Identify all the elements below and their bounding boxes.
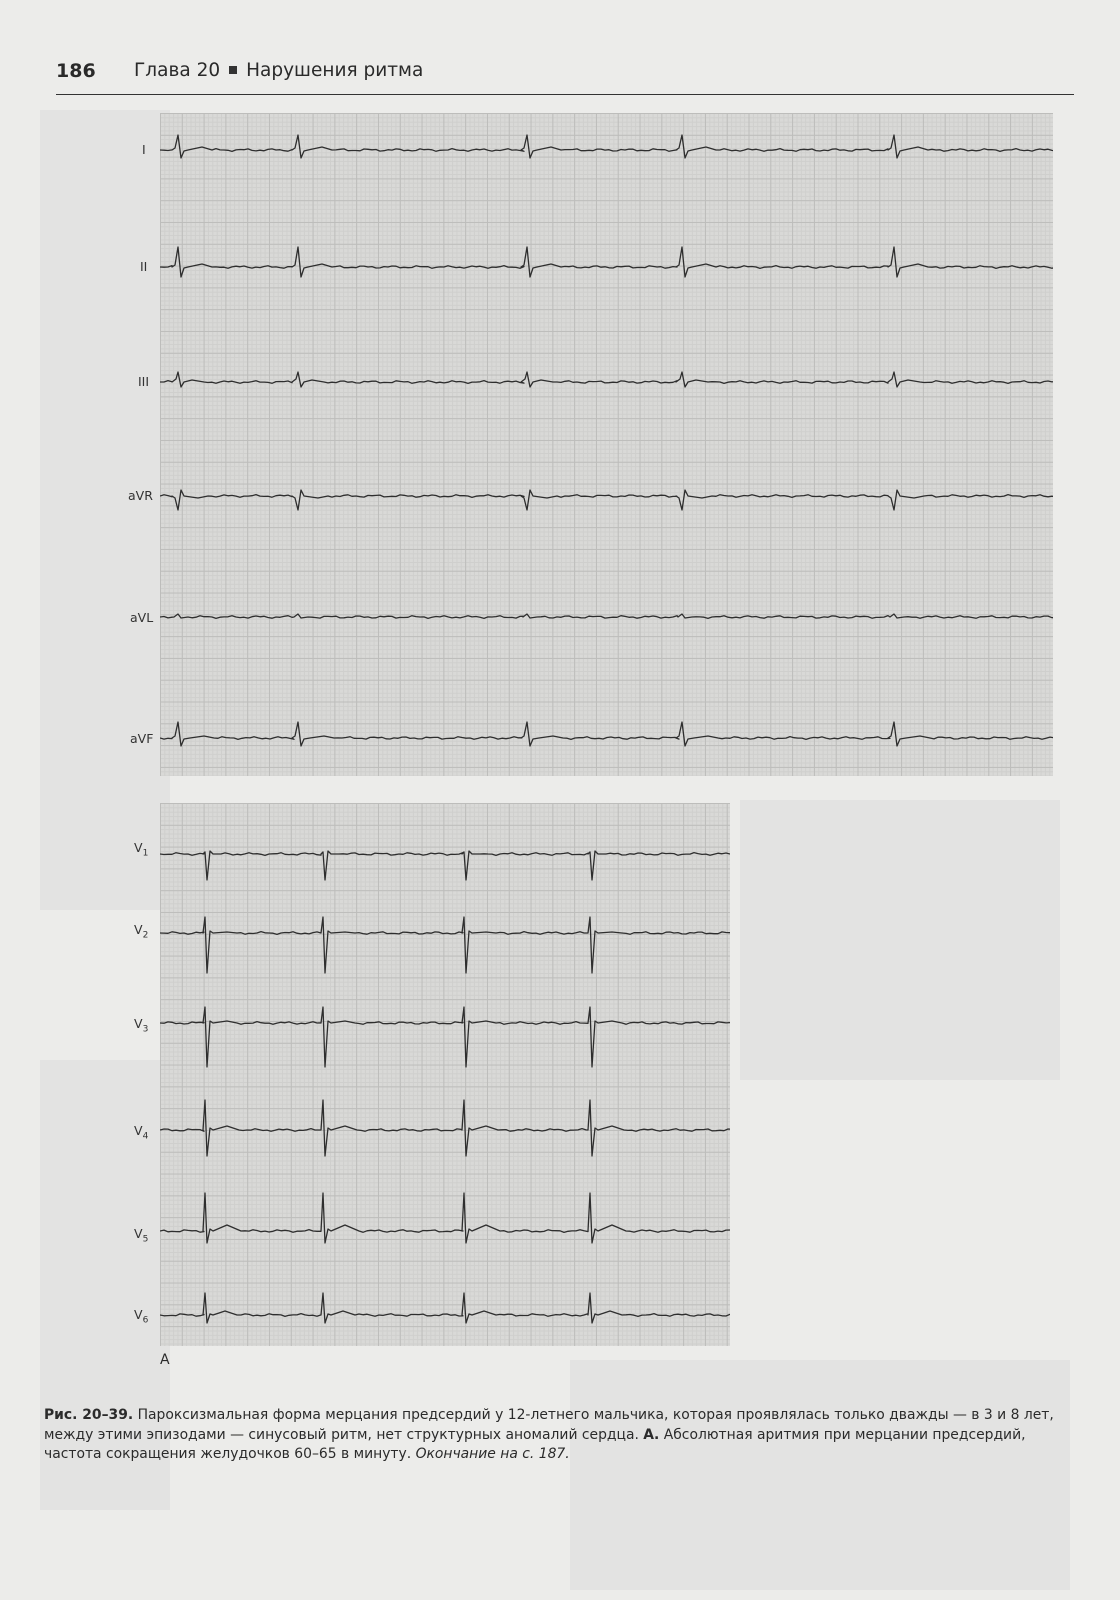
figure-number: Рис. 20–39. [44, 1407, 134, 1423]
trace-lead-I [160, 135, 1053, 158]
lead-label-V3: $V_3$ [134, 1016, 149, 1035]
lead-label-V1: $V_1$ [134, 840, 149, 859]
lead-label-I: I [142, 142, 146, 157]
bleed-through-text [570, 1360, 1070, 1590]
caption-continuation: Окончание на с. 187. [415, 1446, 570, 1462]
chapter-label: Глава 20 [134, 60, 221, 81]
trace-lead-II [160, 247, 1053, 277]
caption-text: Пароксизмальная форма мерцания предсердий у 12-летнего мальчика, которая проявлялась только дважды — в 3 и 8 лет, между этими эпизодами — синусовый ритм, нет структурных аномалий сердца. [44, 1407, 1054, 1443]
square-bullet-icon [229, 66, 237, 74]
lead-label-V4: $V_4$ [134, 1123, 149, 1142]
trace-lead-V3 [160, 1007, 730, 1067]
lead-label-V6: $V_6$ [134, 1307, 149, 1326]
page-number: 186 [56, 60, 96, 82]
ecg-limb-traces [160, 113, 1053, 776]
lead-label-V2: $V_2$ [134, 922, 149, 941]
lead-label-aVR: aVR [128, 488, 153, 503]
lead-label-aVF: aVF [130, 731, 154, 746]
lead-label-III: III [138, 374, 150, 389]
trace-lead-V2 [160, 917, 730, 973]
figure-caption [44, 1406, 1074, 1465]
trace-lead-V1 [160, 851, 730, 880]
chapter-title: Нарушения ритма [246, 60, 424, 81]
trace-lead-V6 [160, 1293, 730, 1323]
ecg-chest-traces [160, 803, 730, 1346]
trace-lead-aVF [160, 722, 1053, 746]
trace-lead-V4 [160, 1100, 730, 1156]
running-title [134, 60, 423, 81]
caption-text-panel: Абсолютная аритмия при мерцании предсердий, частота сокращения желудочков 60–65 в минуту. [44, 1426, 1026, 1462]
bleed-through-text [740, 800, 1060, 1080]
trace-lead-aVR [160, 490, 1053, 510]
trace-lead-III [160, 372, 1053, 387]
caption-panel-label: А. [643, 1426, 660, 1443]
lead-label-aVL: aVL [130, 610, 154, 625]
panel-label: A [160, 1352, 170, 1368]
trace-lead-aVL [160, 614, 1053, 618]
trace-lead-V5 [160, 1193, 730, 1243]
lead-label-V5: $V_5$ [134, 1226, 149, 1245]
page-header [56, 58, 1074, 95]
lead-label-II: II [140, 259, 148, 274]
bleed-through-text [40, 110, 170, 910]
